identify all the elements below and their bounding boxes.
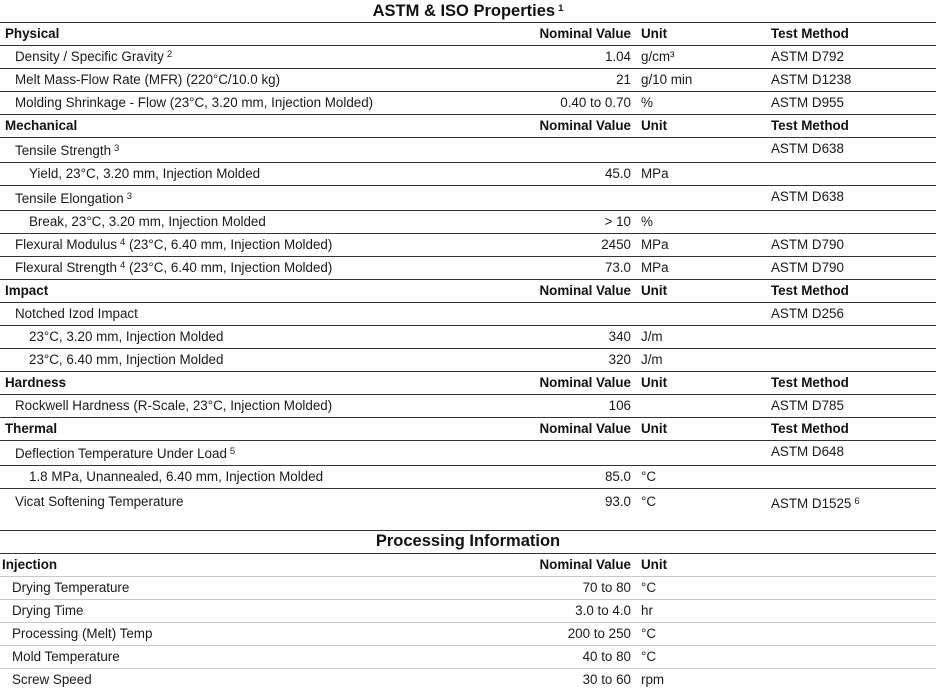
nominal-value-header: Nominal Value bbox=[539, 118, 631, 133]
unit-header: Unit bbox=[641, 375, 668, 390]
test-method-text: ASTM D1238 bbox=[771, 72, 852, 87]
group-title: Impact bbox=[5, 283, 49, 298]
nominal-value: 85.0 bbox=[604, 469, 631, 484]
nominal-value: 2450 bbox=[601, 237, 631, 252]
unit: °C bbox=[641, 469, 657, 484]
group-title: Hardness bbox=[5, 375, 67, 390]
nominal-value: 3.0 to 4.0 bbox=[575, 603, 631, 618]
test-method-text: ASTM D785 bbox=[771, 398, 844, 413]
property-label-text: 23°C, 3.20 mm, Injection Molded bbox=[29, 329, 224, 344]
property-row bbox=[0, 440, 936, 465]
nominal-value: 320 bbox=[608, 352, 631, 367]
astm-iso-properties-title bbox=[0, 0, 936, 22]
test-method-header: Test Method bbox=[771, 283, 849, 298]
property-conditions: (23°C, 6.40 mm, Injection Molded) bbox=[129, 237, 333, 252]
test-method bbox=[771, 45, 844, 68]
unit: g/10 min bbox=[641, 72, 693, 87]
unit: % bbox=[641, 95, 653, 110]
footnote-marker: 3 bbox=[114, 143, 120, 154]
group-title: Mechanical bbox=[5, 118, 78, 133]
nominal-value-header: Nominal Value bbox=[539, 283, 631, 298]
nominal-value: 70 to 80 bbox=[582, 580, 631, 595]
group-header-physical bbox=[0, 22, 936, 45]
property-label bbox=[29, 465, 323, 488]
test-method bbox=[771, 492, 860, 515]
processing-information-title bbox=[0, 530, 936, 552]
test-method-text: ASTM D638 bbox=[771, 189, 844, 204]
property-row bbox=[0, 348, 936, 371]
property-label-text: 23°C, 6.40 mm, Injection Molded bbox=[29, 352, 224, 367]
group-title: Thermal bbox=[5, 421, 58, 436]
test-method-header: Test Method bbox=[771, 375, 849, 390]
property-label bbox=[15, 139, 119, 162]
property-label-text: Yield, 23°C, 3.20 mm, Injection Molded bbox=[29, 166, 261, 181]
unit: MPa bbox=[641, 237, 669, 252]
nominal-value: 200 to 250 bbox=[567, 626, 631, 641]
nominal-value: 40 to 80 bbox=[582, 649, 631, 664]
test-method bbox=[771, 440, 844, 463]
test-method-text: ASTM D790 bbox=[771, 260, 844, 275]
property-row bbox=[0, 137, 936, 162]
property-label-text: Density / Specific Gravity bbox=[15, 49, 164, 64]
test-method bbox=[771, 185, 844, 208]
nominal-value: 45.0 bbox=[604, 166, 631, 181]
test-method bbox=[771, 394, 844, 417]
processing-row bbox=[0, 668, 936, 691]
test-method-text: ASTM D955 bbox=[771, 95, 844, 110]
processing-label: Screw Speed bbox=[12, 672, 92, 687]
test-method bbox=[771, 91, 844, 114]
property-row bbox=[0, 325, 936, 348]
nominal-value-header: Nominal Value bbox=[539, 557, 631, 572]
property-label bbox=[15, 302, 138, 325]
nominal-value: > 10 bbox=[604, 214, 631, 229]
processing-row bbox=[0, 622, 936, 645]
property-label-text: Molding Shrinkage - Flow (23°C, 3.20 mm, Injection Molded) bbox=[15, 95, 374, 110]
property-label-text: Melt Mass-Flow Rate (MFR) (220°C/10.0 kg) bbox=[15, 72, 281, 87]
nominal-value: 30 to 60 bbox=[582, 672, 631, 687]
property-label bbox=[15, 91, 373, 114]
group-title: Physical bbox=[5, 26, 60, 41]
section-title-text: ASTM & ISO Properties bbox=[372, 2, 556, 20]
property-label bbox=[15, 490, 183, 513]
nominal-value-header: Nominal Value bbox=[539, 375, 631, 390]
footnote-marker: 2 bbox=[166, 49, 173, 60]
unit: rpm bbox=[641, 672, 665, 687]
unit: °C bbox=[641, 626, 657, 641]
processing-row bbox=[0, 645, 936, 668]
test-method-text: ASTM D256 bbox=[771, 306, 844, 321]
group-header-impact bbox=[0, 279, 936, 302]
unit-header: Unit bbox=[641, 557, 668, 572]
property-row bbox=[0, 488, 936, 513]
property-label bbox=[15, 233, 332, 256]
footnote-marker: 4 bbox=[119, 237, 126, 248]
test-method bbox=[771, 233, 844, 256]
property-label-text: Rockwell Hardness (R-Scale, 23°C, Injection Molded) bbox=[15, 398, 333, 413]
property-conditions: (23°C, 6.40 mm, Injection Molded) bbox=[129, 260, 333, 275]
group-header-thermal bbox=[0, 417, 936, 440]
processing-row bbox=[0, 599, 936, 622]
test-method-text: ASTM D638 bbox=[771, 141, 844, 156]
test-method-text: ASTM D790 bbox=[771, 237, 844, 252]
property-label bbox=[15, 187, 132, 210]
nominal-value-header: Nominal Value bbox=[539, 26, 631, 41]
nominal-value: 340 bbox=[608, 329, 631, 344]
test-method-header: Test Method bbox=[771, 421, 849, 436]
property-label bbox=[29, 325, 223, 348]
unit: J/m bbox=[641, 352, 663, 367]
test-method-text: ASTM D792 bbox=[771, 49, 844, 64]
nominal-value: 93.0 bbox=[604, 494, 631, 509]
property-label bbox=[15, 45, 172, 68]
unit-header: Unit bbox=[641, 421, 668, 436]
unit: hr bbox=[641, 603, 653, 618]
processing-label: Processing (Melt) Temp bbox=[12, 626, 153, 641]
property-row bbox=[0, 465, 936, 488]
property-row bbox=[0, 162, 936, 185]
nominal-value-header: Nominal Value bbox=[539, 421, 631, 436]
group-header-mechanical bbox=[0, 114, 936, 137]
property-row bbox=[0, 256, 936, 279]
group-header-injection bbox=[0, 553, 936, 576]
test-method bbox=[771, 137, 844, 160]
footnote-marker: 3 bbox=[126, 191, 132, 202]
nominal-value: 21 bbox=[616, 72, 631, 87]
processing-label: Mold Temperature bbox=[12, 649, 120, 664]
nominal-value: 106 bbox=[608, 398, 631, 413]
test-method-header: Test Method bbox=[771, 26, 849, 41]
footnote-marker: 4 bbox=[119, 260, 126, 271]
property-label-text: Tensile Strength bbox=[15, 143, 112, 158]
test-method bbox=[771, 256, 844, 279]
unit-header: Unit bbox=[641, 283, 668, 298]
property-label-text: Notched Izod Impact bbox=[15, 306, 138, 321]
property-label bbox=[29, 210, 266, 233]
processing-label: Drying Temperature bbox=[12, 580, 130, 595]
unit-header: Unit bbox=[641, 118, 668, 133]
property-label-text: Flexural Strength bbox=[15, 260, 117, 275]
test-method bbox=[771, 302, 844, 325]
footnote-marker: 6 bbox=[854, 496, 860, 507]
property-label-text: Break, 23°C, 3.20 mm, Injection Molded bbox=[29, 214, 266, 229]
test-method bbox=[771, 68, 851, 91]
property-row bbox=[0, 210, 936, 233]
unit: % bbox=[641, 214, 653, 229]
property-label bbox=[15, 442, 235, 465]
property-row bbox=[0, 302, 936, 325]
test-method-text: ASTM D648 bbox=[771, 444, 844, 459]
unit: °C bbox=[641, 580, 657, 595]
test-method-text: ASTM D1525 bbox=[771, 496, 852, 511]
property-label-text: Vicat Softening Temperature bbox=[15, 494, 184, 509]
property-label bbox=[29, 348, 223, 371]
section-title-text: Processing Information bbox=[375, 532, 561, 550]
property-label-text: Tensile Elongation bbox=[15, 191, 124, 206]
property-row bbox=[0, 185, 936, 210]
unit: °C bbox=[641, 494, 657, 509]
property-label bbox=[15, 68, 280, 91]
unit: J/m bbox=[641, 329, 663, 344]
property-row bbox=[0, 45, 936, 68]
unit: °C bbox=[641, 649, 657, 664]
unit: MPa bbox=[641, 166, 669, 181]
property-label bbox=[29, 162, 260, 185]
property-row bbox=[0, 68, 936, 91]
processing-row bbox=[0, 576, 936, 599]
test-method-header: Test Method bbox=[771, 118, 849, 133]
unit: MPa bbox=[641, 260, 669, 275]
nominal-value: 73.0 bbox=[604, 260, 631, 275]
nominal-value: 1.04 bbox=[604, 49, 631, 64]
property-row bbox=[0, 91, 936, 114]
property-label bbox=[15, 256, 332, 279]
footnote-marker: 1 bbox=[558, 3, 564, 14]
unit-header: Unit bbox=[641, 26, 668, 41]
property-label-text: Deflection Temperature Under Load bbox=[15, 446, 227, 461]
property-label bbox=[15, 394, 332, 417]
nominal-value: 0.40 to 0.70 bbox=[560, 95, 631, 110]
unit: g/cm³ bbox=[641, 49, 675, 64]
group-header-hardness bbox=[0, 371, 936, 394]
property-label-text: 1.8 MPa, Unannealed, 6.40 mm, Injection Molded bbox=[29, 469, 324, 484]
property-label-text: Flexural Modulus bbox=[15, 237, 117, 252]
processing-label: Drying Time bbox=[12, 603, 84, 618]
property-row bbox=[0, 394, 936, 417]
group-title: Injection bbox=[2, 557, 58, 572]
footnote-marker: 5 bbox=[229, 446, 236, 457]
property-row bbox=[0, 233, 936, 256]
